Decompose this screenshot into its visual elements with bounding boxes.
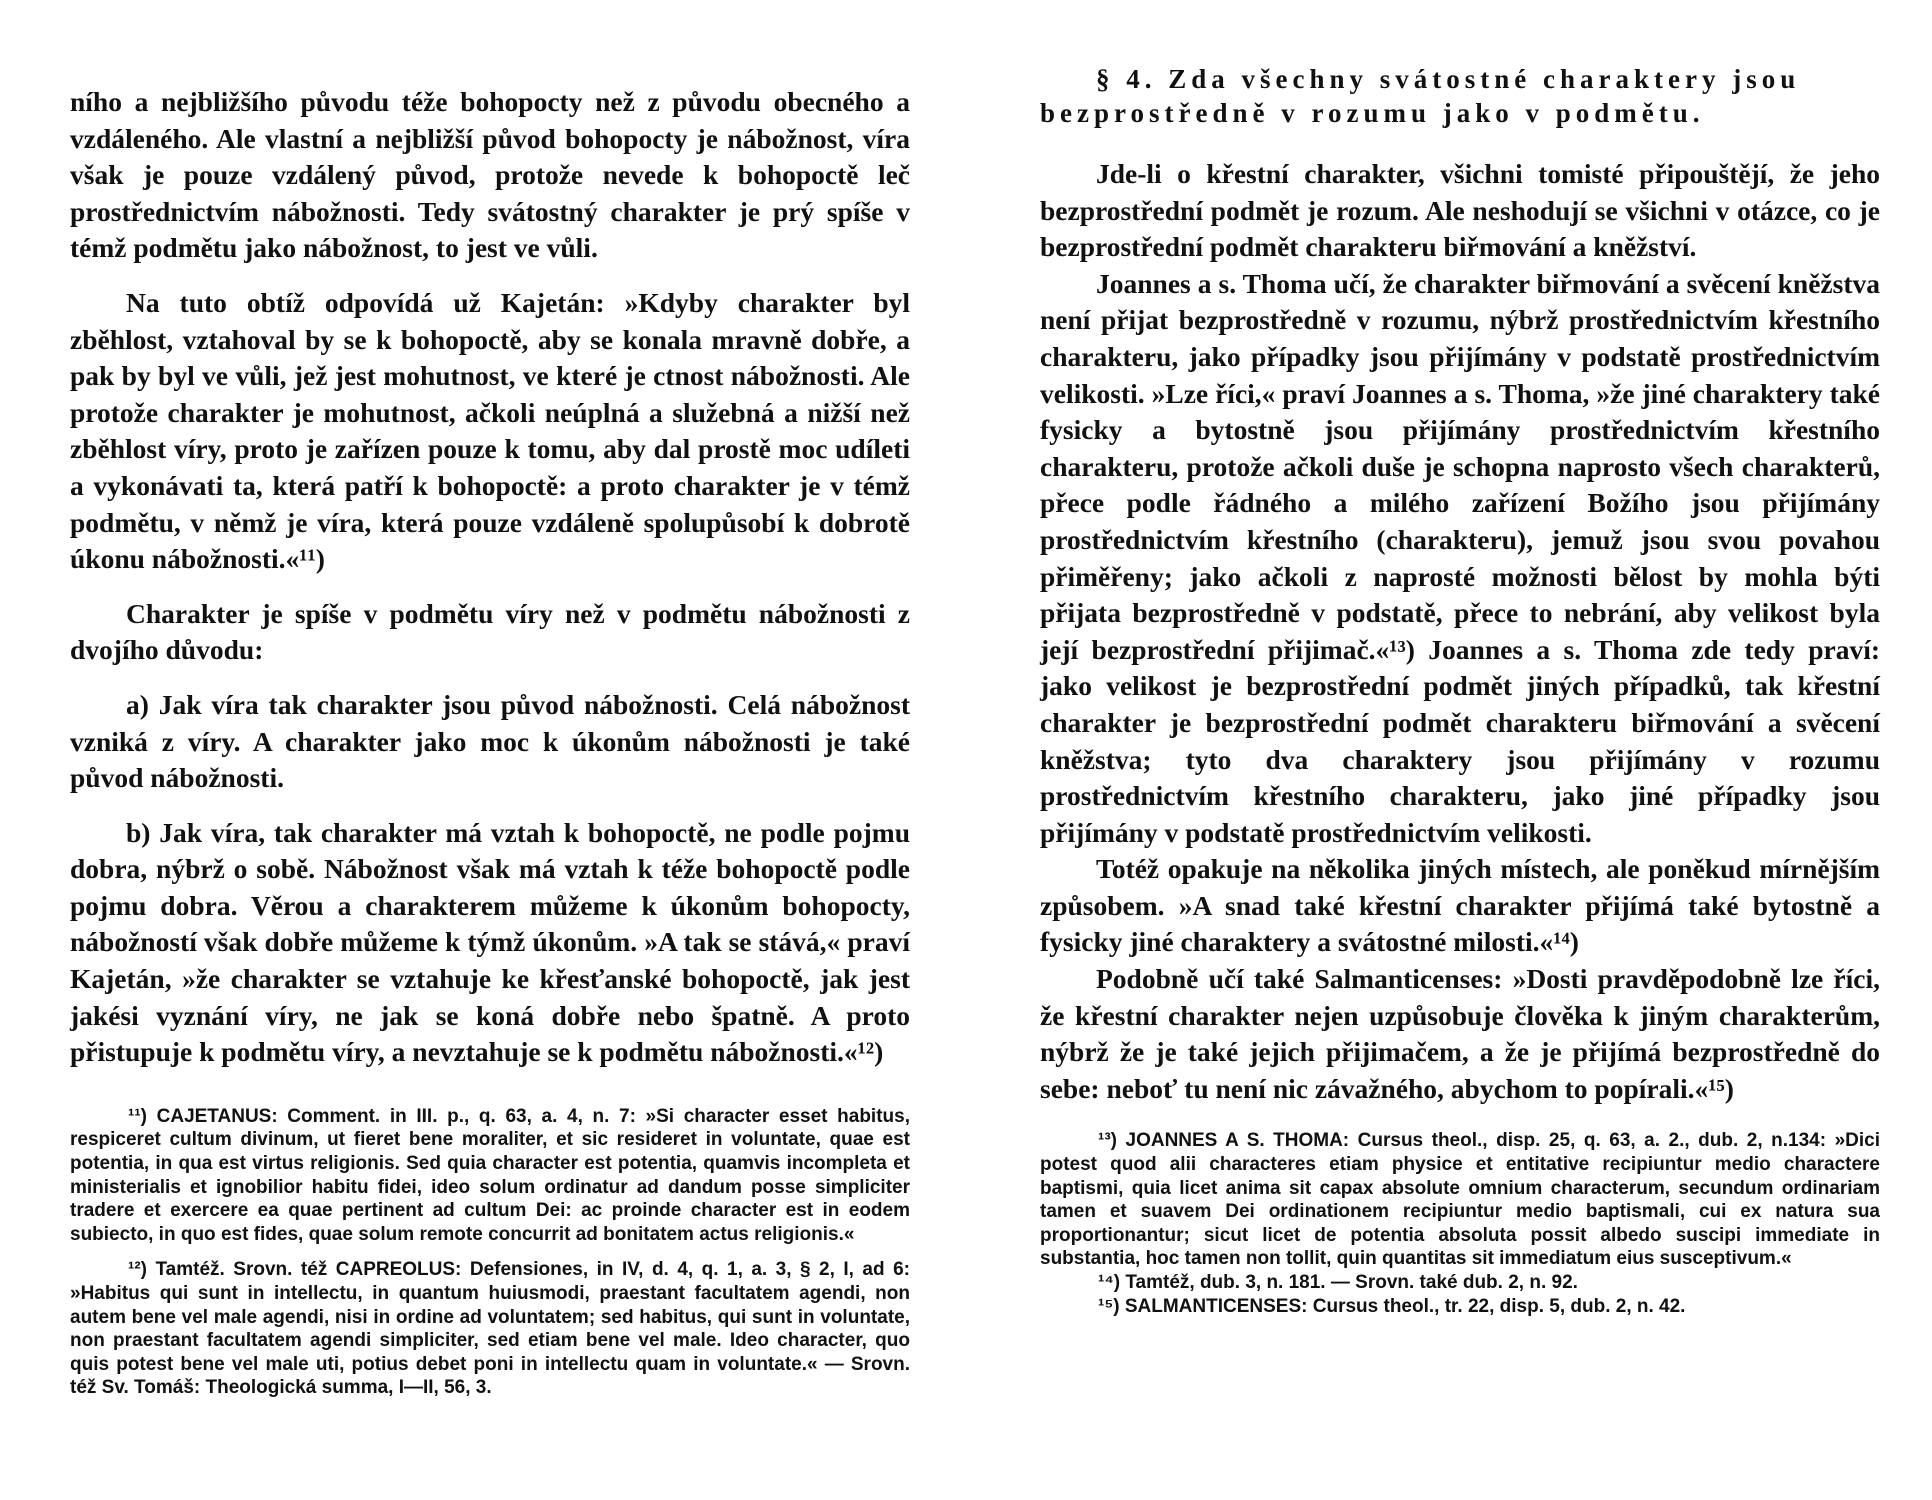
paragraph-5: b) Jak víra, tak charakter má vztah k bohopoctě, ne podle pojmu dobra, nýbrž o sobě. Nábožnost však má vztah k téže bohopoctě podle pojmu dobra. Věrou a charakterem můžeme k úkonům bohopocty, nábožností však dobře můžeme k týmž úkonům. »A tak se stává,« praví Kajetán, »že charakter se vztahuje ke křesťanské bohopoctě, jak jest jakési vyznání víry, ne jak se koná dobře nebo špatně. A proto přistupuje k podmětu víry, a nevztahuje se k podmětu nábožnosti.«¹²) xyxy=(70,816,910,1068)
heading-line-1: § 4. Zda všechny svátostné charaktery jsou xyxy=(1096,64,1801,94)
paragraph-1: ního a nejbližšího původu téže bohopocty než z původu obecného a vzdáleného. Ale vlastní a nejbližší původ bohopocty je nábožnost, víra však je pouze vzdálený původ, protože nevede k bohopoctě leč prostřednictvím nábožnosti. Tedy svátostný charakter je prý spíše v témž podmětu jako nábožnost, to jest ve vůli. xyxy=(70,86,910,264)
footnote-11: ¹¹) CAJETANUS: Comment. in III. p., q. 63, a. 4, n. 7: »Si character esset habitus, respiceret cultum divinum, ut fieret bene moraliter, et sic resideret in voluntate, quae est potentia, in qua est virtus religionis. Sed quia character est potentia, quamvis incompleta et ministerialis et ignobilior habitu fidei, ideo solum ordinatur ad dandum posse simpliciter tradere et exercere ea quae pertinent ad cultum Dei: ac proinde character est in eodem subiecto, in quo est fides, quae solum remote concurrit ad bonitatem actus religionis.« xyxy=(70,1105,910,1245)
left-page xyxy=(70,84,910,1400)
heading-line-2: bezprostředně v rozumu jako v podmětu. xyxy=(1040,98,1705,128)
footnote-13: ¹³) JOANNES A S. THOMA: Cursus theol., disp. 25, q. 63, a. 2., dub. 2, n.134: »Dici potest quod alii characteres etiam physice et entitative recipiuntur medio charactere baptismi, quia licet anima sit capax absolute omnium characterum, secundum ordinariam tamen et suavem Dei ordinationem recipiuntur medio baptismali, cui ex natura sua proportionantur; sicut licet de potentia absoluta possit albedo suscipi immediate in substantia, hoc tamen non tollit, quin quantitas sit immediatum eius susceptivum.« xyxy=(1040,1130,1880,1270)
right-page xyxy=(1040,62,1880,1318)
footnote-14: ¹⁴) Tamtéž, dub. 3, n. 181. — Srovn. také dub. 2, n. 92. xyxy=(1098,1272,1578,1293)
section-heading xyxy=(1040,62,1880,130)
paragraph-r4: Podobně učí také Salmanticenses: »Dosti pravděpodobně lze říci, že křestní charakter nejen uzpůsobuje člověka k jiným charakterům, nýbrž že je také jejich přijimačem, a že je přijímá bezprostředně do sebe: neboť tu není nic závažného, abychom to popírali.«¹⁵) xyxy=(1040,963,1880,1104)
footnotes-right xyxy=(1040,1129,1880,1318)
paragraph-4: a) Jak víra tak charakter jsou původ nábožnosti. Celá nábožnost vzniká z víry. A charakter jako moc k úkonům nábožnosti je také původ nábožnosti. xyxy=(70,688,910,794)
footnote-12: ¹²) Tamtéž. Srovn. též CAPREOLUS: Defensiones, in IV, d. 4, q. 1, a. 3, § 2, I, ad 6: »Habitus qui sunt in intellectu, in quantum huiusmodi, praestant facultatem agendi, non autem bene vel male agendi, nisi in ordine ad voluntatem; sed habitus, qui sunt in voluntate, non praestant facultatem agendi simpliciter, sed etiam bene vel male. Ideo character, quo quis potest bene vel male uti, potius debet poni in intellectu quam in voluntate.« — Srovn. též Sv. Tomáš: Theologická summa, I—II, 56, 3. xyxy=(70,1259,910,1399)
paragraph-r1: Jde-li o křestní charakter, všichni tomisté připouštějí, že jeho bezprostřední podmět je rozum. Ale neshodují se všichni v otázce, co je bezprostřední podmět charakteru biřmování a kněžství. xyxy=(1040,158,1880,263)
paragraph-r3: Totéž opakuje na několika jiných místech, ale poněkud mírnějším způsobem. »A snad také křestní charakter přijímá také bytostně a fysicky jiné charaktery a svátostné milosti.«¹⁴) xyxy=(1040,853,1880,958)
footnote-15: ¹⁵) SALMANTICENSES: Cursus theol., tr. 22, disp. 5, dub. 2, n. 42. xyxy=(1098,1295,1686,1317)
footnotes-left xyxy=(70,1105,910,1400)
paragraph-r2: Joannes a s. Thoma učí, že charakter biřmování a svěcení kněžstva není přijat bezprostředně v rozumu, nýbrž prostřednictvím křestního charakteru, jako případky jsou přijímány v podstatě prostřednictvím velikosti. »Lze říci,« praví Joannes a s. Thoma, »že jiné charaktery také fysicky a bytostně jsou přijímány prostřednictvím křestního charakteru, protože ačkoli duše je schopna naprosto všech charakterů, přece podle řádného a milého zařízení Božího jsou přijímány prostřednictvím křestního (charakteru), jemuž jsou svou povahou přiměřeny; jako ačkoli z naprosté možnosti bělost by mohla býti přijata bezprostředně v podstatě, přece to nebrání, aby velikost byla její bezprostřední přijimač.«¹³) Joannes a s. Thoma zde tedy praví: jako velikost je bezprostřední podmět jiných případků, tak křestní charakter je bezprostřední podmět charakteru biřmování a svěcení kněžstva; tyto dva charaktery jsou přijímány v rozumu prostřednictvím křestního charakteru, jako jiné případky jsou přijímány v podstatě prostřednictvím velikosti. xyxy=(1040,267,1880,848)
paragraph-3: Charakter je spíše v podmětu víry než v podmětu nábožnosti z dvojího důvodu: xyxy=(70,597,910,666)
paragraph-2: Na tuto obtíž odpovídá už Kajetán: »Kdyby charakter byl zběhlost, vztahoval by se k bohopoctě, aby se konala mravně dobře, a pak by byl ve vůli, jež jest mohutnost, ve které je ctnost nábožnosti. Ale protože charakter je mohutnost, ačkoli neúplná a služebná a nižší než zběhlost víry, proto je zařízen pouze k tomu, aby dal prostě moc udíleti a vykonávati ta, která patří k bohopoctě: a proto charakter je v témž podmětu, v němž je víra, která pouze vzdáleně spolupůsobí k dobrotě úkonu nábožnosti.«¹¹) xyxy=(70,286,910,575)
